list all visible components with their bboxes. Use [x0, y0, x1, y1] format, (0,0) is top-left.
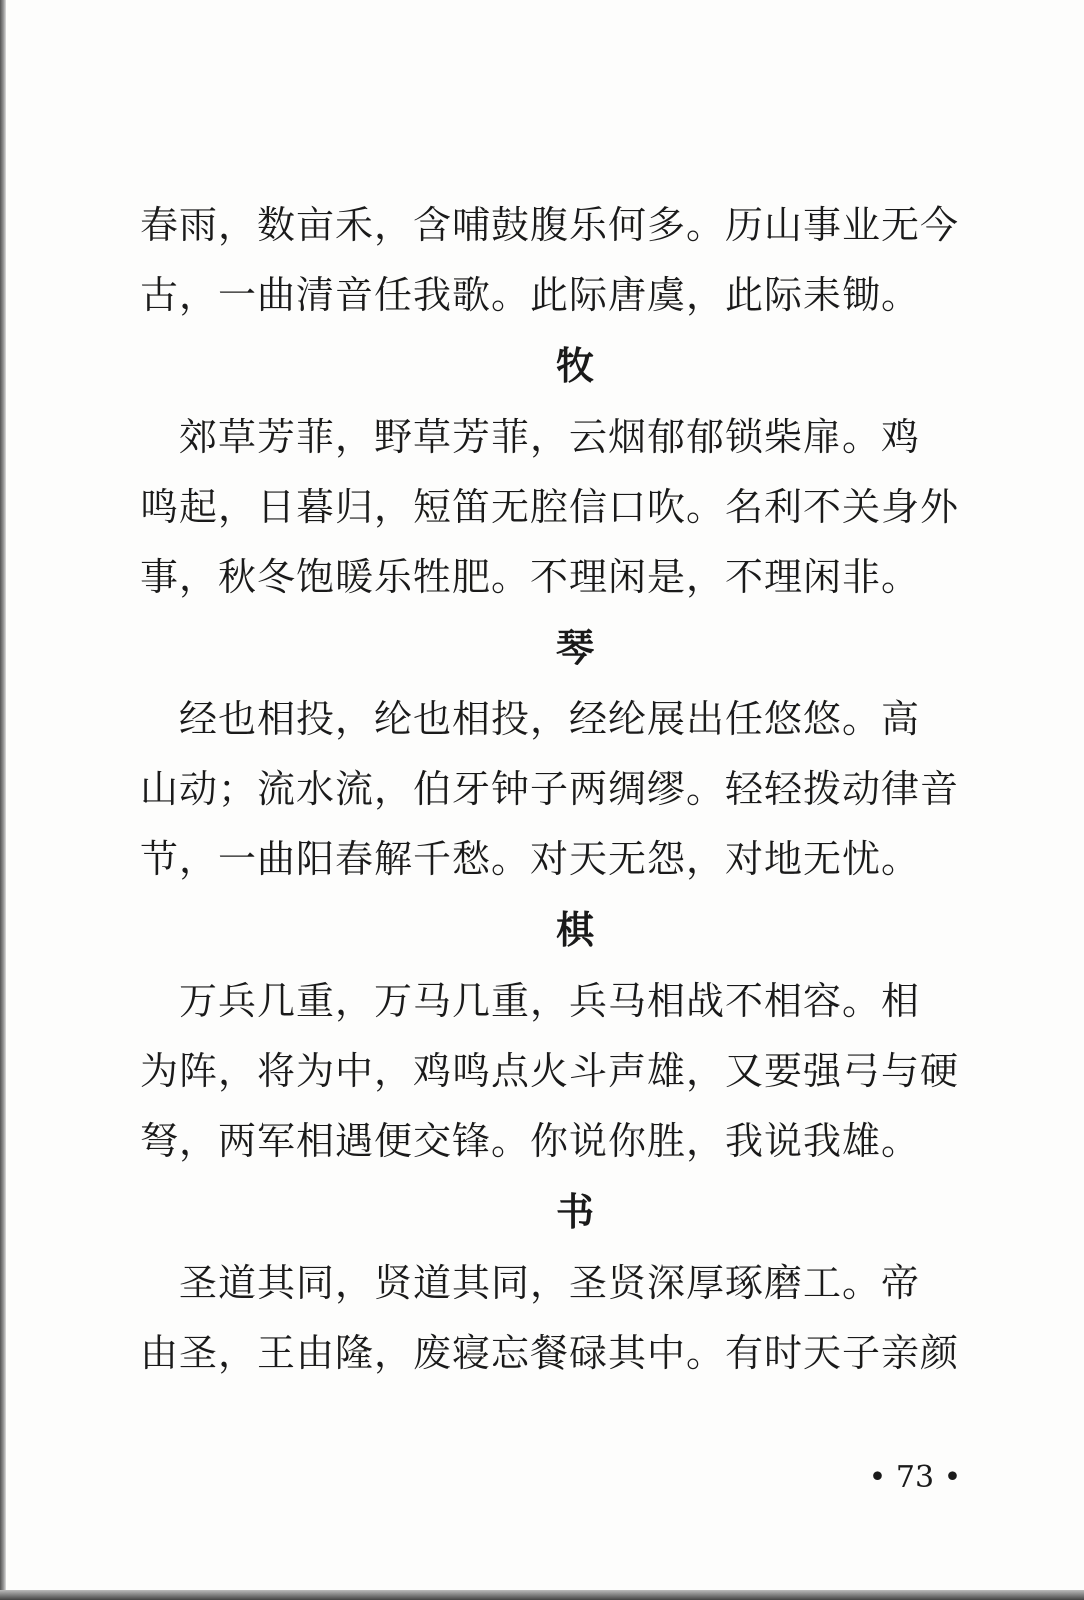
text-line: 山动；流水流，伯牙钟子两绸缪。轻轻拨动律音 — [140, 767, 960, 811]
section-title-qin: 琴 — [555, 626, 594, 670]
section-title-shu: 书 — [555, 1190, 594, 1234]
text-line: 郊草芳菲，野草芳菲，云烟郁郁锁柴扉。鸡 — [140, 415, 921, 459]
text-line: 圣道其同，贤道其同，圣贤深厚琢磨工。帝 — [140, 1261, 921, 1305]
text-line: 古，一曲清音任我歌。此际唐虞，此际耒锄。 — [140, 273, 921, 317]
page-content — [140, 190, 1000, 1388]
text-line: 事，秋冬饱暖乐牲肥。不理闲是，不理闲非。 — [140, 555, 921, 599]
text-line: 由圣，王由隆，废寝忘餐碌其中。有时天子亲颜 — [140, 1331, 960, 1375]
text-line: 经也相投，纶也相投，经纶展出任悠悠。高 — [140, 697, 921, 741]
text-line: 节，一曲阳春解千愁。对天无怨，对地无忧。 — [140, 837, 921, 881]
page-bottom-edge — [0, 1590, 1084, 1600]
text-line: 万兵几重，万马几重，兵马相战不相容。相 — [140, 979, 921, 1023]
text-line: 春雨，数亩禾，含哺鼓腹乐何多。历山事业无今 — [140, 203, 960, 247]
text-line: 为阵，将为中，鸡鸣点火斗声雄，又要强弓与硬 — [140, 1049, 960, 1093]
text-line: 鸣起，日暮归，短笛无腔信口吹。名利不关身外 — [140, 485, 960, 529]
page-spine-shadow — [0, 0, 6, 1600]
page-number: • 73 • — [868, 1460, 962, 1495]
section-title-qi: 棋 — [555, 908, 594, 952]
section-title-mu: 牧 — [555, 344, 594, 388]
text-line: 弩，两军相遇便交锋。你说你胜，我说我雄。 — [140, 1119, 921, 1163]
